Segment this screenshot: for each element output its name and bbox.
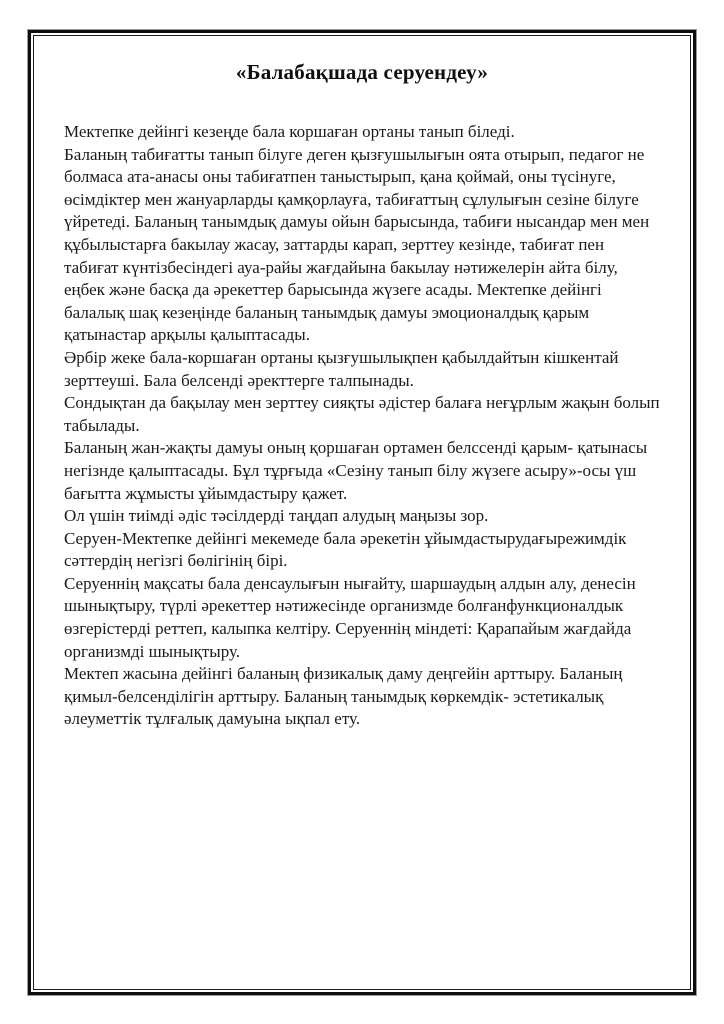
text-line: зерттеуші. Бала белсенді әректтерге талпынады. [64, 370, 414, 390]
text-line: Серуен-Мектепке дейінгі мекемеде бала әрекетін ұйымдастырудағырежимдік [64, 528, 627, 548]
text-line: құбылыстарға бакылау жасау, заттарды карап, зерттеу кезінде, табиғат пен [64, 234, 605, 254]
page-border-inner [33, 35, 691, 990]
text-line: балалық шақ кезеңінде баланың танымдық дамуы эмоционалдық қарым [64, 302, 590, 322]
text-line: еңбек және басқа да әрекеттер барысында жүзеге асады. Мектепке дейінгі [64, 280, 602, 300]
text-line: сәттердің негізгі бөлігінің бірі. [64, 551, 288, 571]
text-line: Баланың табиғатты танып білуге деген қызғушылығын оята отырып, педагог не [64, 144, 645, 164]
text-line: әлеуметтік тұлғалық дамуына ықпал ету. [64, 709, 361, 729]
text-line: табиғат күнтізбесіндегі ауа-райы жағдайына бакылау нәтижелерін айта білу, [64, 257, 618, 277]
text-line: Мектеп жасына дейінгі баланың физикалық даму деңгейін арттыру. Баланың [64, 664, 623, 684]
document-title: «Балабақшада серуендеу» [235, 60, 489, 84]
text-line: өзгерістерді реттеп, калыпка келтіру. Серуеннің міндеті: Қарапайым жағдайда [64, 619, 632, 639]
text-line: Мектепке дейінгі кезеңде бала коршаған ортаны танып біледі. [64, 122, 515, 141]
text-line: қатынастар арқылы қалыптасады. [64, 325, 310, 345]
text-line: Сондықтан да бақылау мен зерттеу сияқты әдістер балаға неғұрлым жақын болып [64, 393, 660, 413]
page-border-thick [28, 30, 696, 995]
text-line: қимыл-белсенділігін арттыру. Баланың танымдық көркемдік- эстетикалық [64, 686, 604, 706]
text-line: Ол үшін тиімді әдіс тәсілдерді таңдап алудың маңызы зор. [64, 506, 489, 526]
text-line: организмді шынықтыру. [64, 641, 241, 661]
text-line: табылады. [64, 415, 140, 435]
text-line: Әрбір жеке бала-коршаған ортаны қызғушылықпен қабылдайтын кішкентай [64, 347, 619, 367]
text-line: негізнде қалыптасады. Бұл тұрғыда «Сезіну танып білу жүзеге асыру»-осы үш [64, 460, 637, 480]
text-line: шынықтыру, түрлі әрекеттер нәтижесінде организмде болғанфункционалдык [64, 596, 624, 616]
text-line: бағытта жұмысты ұйымдастыру қажет. [64, 483, 348, 503]
text-line: үйретеді. Баланың танымдық дамуы ойын барысында, табиғи нысандар мен мен [64, 212, 650, 232]
text-line: болмаса ата-анасы оны табиғатпен таныстырып, қана қоймай, оны түсінуге, [64, 167, 616, 187]
document-body [64, 121, 664, 731]
page-border-outer [27, 29, 697, 996]
text-line: өсімдіктер мен жануарларды қамқорлауға, табиғаттың сұлулығын сезіне білуге [64, 189, 639, 209]
text-line: Баланың жан-жақты дамуы оның қоршаған ортамен белссенді қарым- қатынасы [64, 438, 648, 458]
text-line: Серуеннің мақсаты бала денсаулығын нығайту, шаршаудың алдын алу, денесін [64, 573, 636, 593]
